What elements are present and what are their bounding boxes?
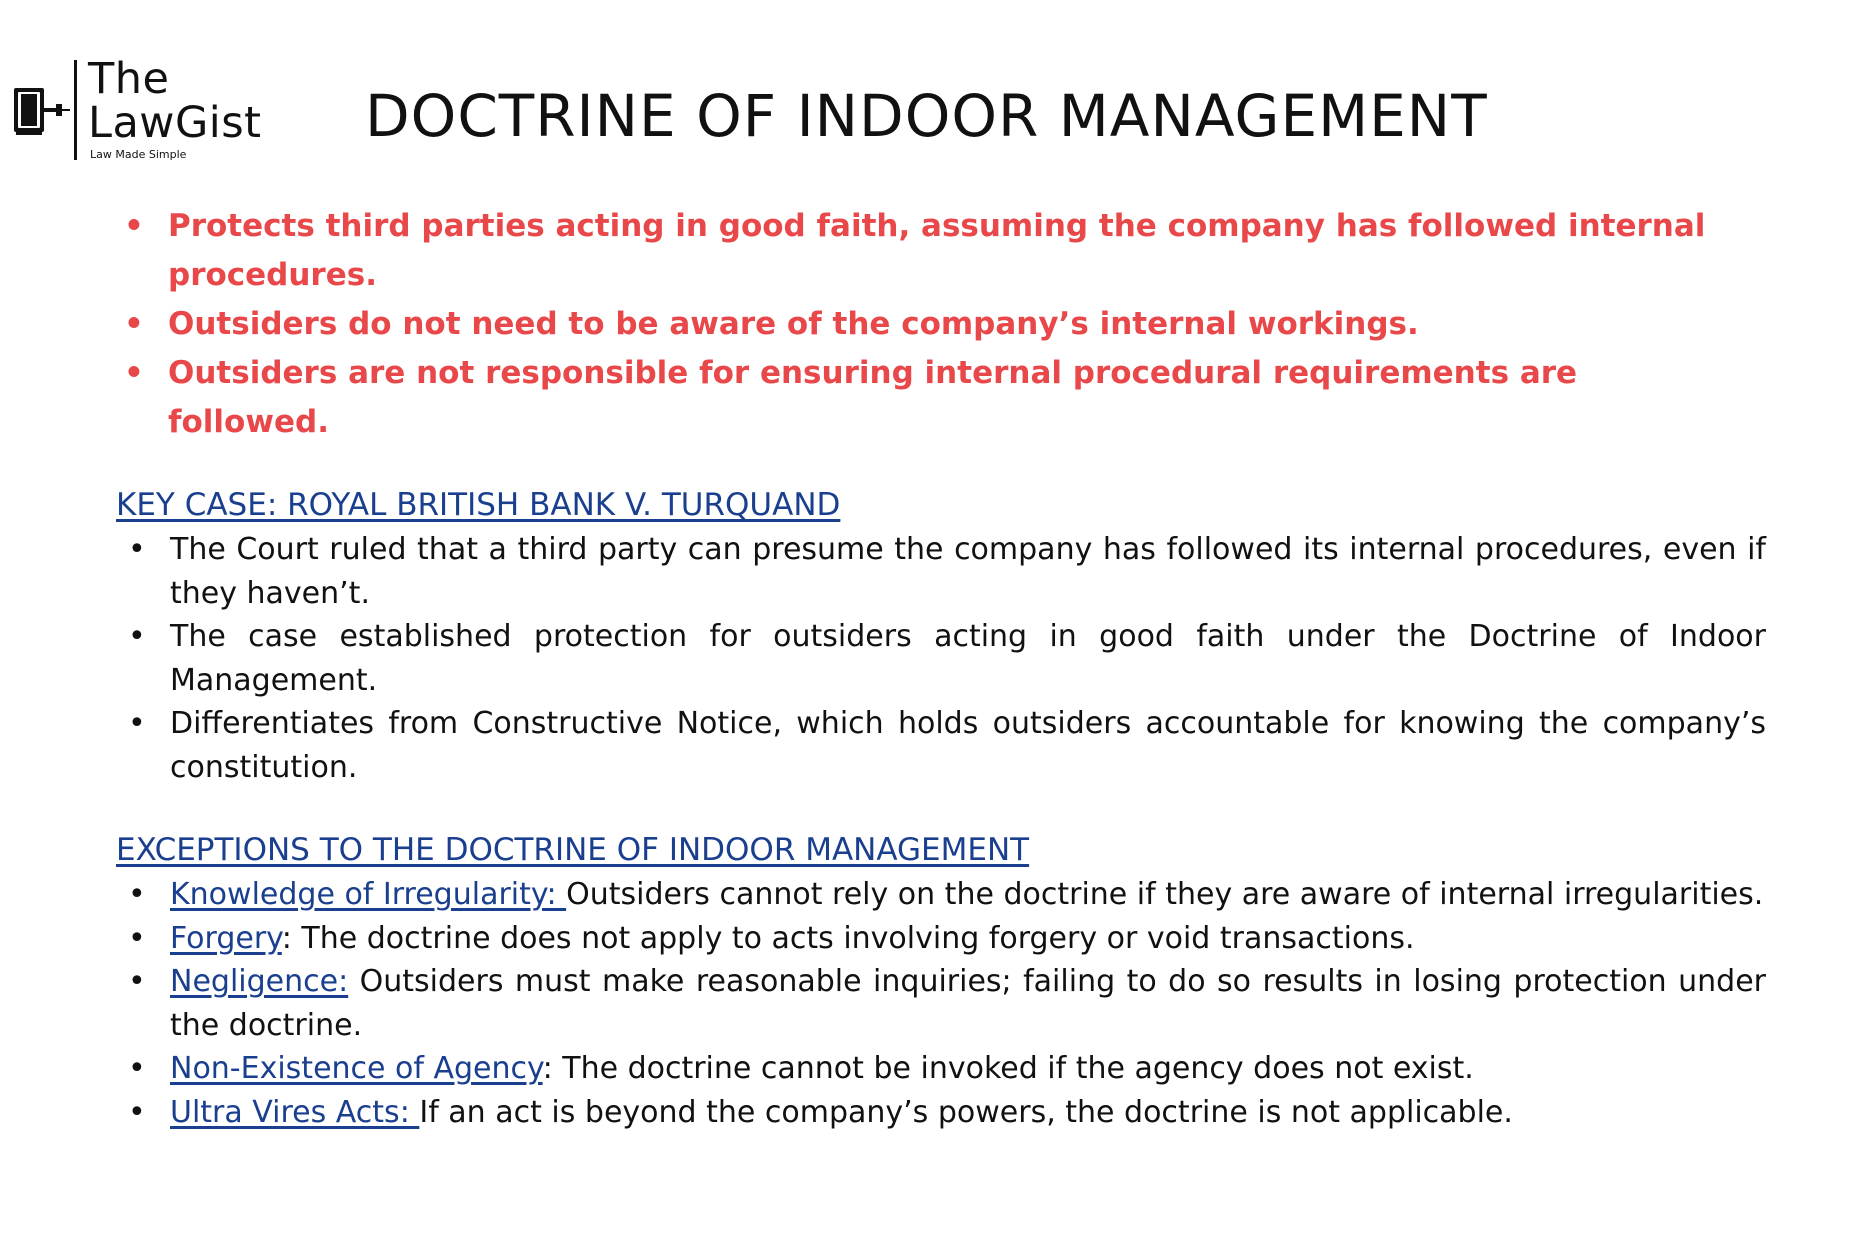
exception-term-link[interactable]: Non-Existence of Agency — [170, 1051, 543, 1086]
key-case-point: • The case established protection for outsiders acting in good faith under the Doctrine of Indoor Management. — [116, 615, 1766, 702]
key-case-heading[interactable]: KEY CASE: ROYAL BRITISH BANK V. TURQUAND — [116, 487, 841, 523]
exception-term-link[interactable]: Knowledge of Irregularity: — [170, 877, 567, 912]
exception-item: • Forgery: The doctrine does not apply to acts involving forgery or void transactions. — [116, 917, 1766, 961]
exception-term-link[interactable]: Ultra Vires Acts: — [170, 1094, 420, 1130]
bullet-icon: • — [128, 964, 146, 999]
bullet-icon: • — [124, 306, 144, 342]
logo-divider — [74, 60, 77, 160]
brand-name-line1: The — [88, 54, 170, 104]
highlight-item: • Outsiders are not responsible for ensuring internal procedural requirements are followed. — [118, 349, 1748, 447]
bullet-icon: • — [128, 1051, 146, 1086]
highlight-item: • Protects third parties acting in good faith, assuming the company has followed internal procedures. — [118, 202, 1748, 300]
highlights-list — [118, 202, 1748, 447]
bullet-icon: • — [124, 208, 144, 244]
exceptions-section — [116, 829, 1766, 1134]
key-case-point: • Differentiates from Constructive Notice, which holds outsiders accountable for knowing the company’s constitution. — [116, 702, 1766, 789]
exception-item: • Ultra Vires Acts: If an act is beyond the company’s powers, the doctrine is not applicable. — [116, 1091, 1766, 1135]
exceptions-heading[interactable]: EXCEPTIONS TO THE DOCTRINE OF INDOOR MANAGEMENT — [116, 832, 1030, 868]
book-gavel-icon — [12, 82, 72, 142]
exceptions-list — [116, 873, 1766, 1134]
bullet-icon: • — [124, 355, 144, 391]
bullet-icon: • — [128, 877, 146, 912]
exception-term-link[interactable]: Negligence: — [170, 964, 349, 999]
bullet-icon: • — [128, 706, 146, 741]
brand-tagline: Law Made Simple — [90, 148, 187, 161]
bullet-icon: • — [128, 619, 146, 654]
bullet-icon: • — [128, 532, 146, 567]
highlight-item: • Outsiders do not need to be aware of the company’s internal workings. — [118, 300, 1748, 349]
exception-item: • Non-Existence of Agency: The doctrine cannot be invoked if the agency does not exist. — [116, 1047, 1766, 1091]
page-title: DOCTRINE OF INDOOR MANAGEMENT — [365, 82, 1488, 150]
key-case-points — [116, 528, 1766, 789]
key-case-point: • The Court ruled that a third party can presume the company has followed its internal procedures, even if they haven’t. — [116, 528, 1766, 615]
exception-item: • Knowledge of Irregularity: Outsiders cannot rely on the doctrine if they are aware of internal irregularities. — [116, 873, 1766, 917]
brand-name-line2: LawGist — [88, 98, 262, 148]
bullet-icon: • — [128, 1094, 146, 1130]
exception-item: • Negligence: Outsiders must make reasonable inquiries; failing to do so results in losing protection under the doctrine. — [116, 960, 1766, 1047]
exception-term-link[interactable]: Forgery — [170, 920, 282, 956]
key-case-section — [116, 484, 1766, 789]
brand-logo — [12, 56, 282, 166]
bullet-icon: • — [128, 920, 146, 956]
